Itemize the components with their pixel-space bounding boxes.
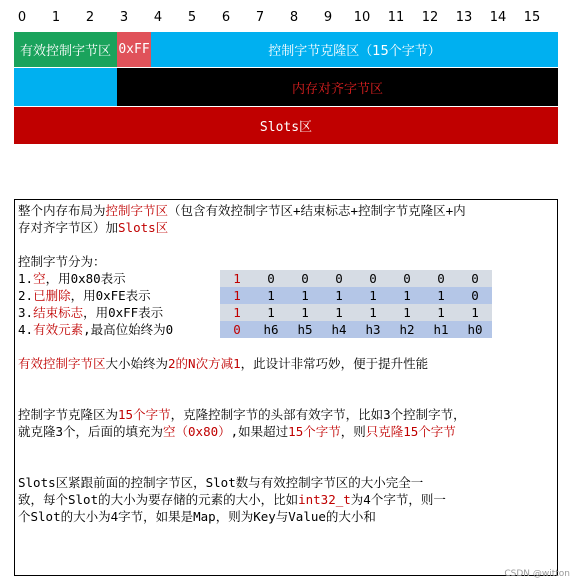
bit-cell: h5 [297,322,313,337]
bit-cell: 0 [471,271,479,286]
ruler-index: 5 [187,10,197,25]
bit-cell: 1 [369,305,377,320]
clone-paragraph-line-2: 就克隆3个，后面的填充为空（0x80）,如果超过15个字节，则只克隆15个字节 [18,424,456,439]
ruler-index: 15 [523,10,541,25]
ruler-index: 3 [119,10,129,25]
memory-align-block: 内存对齐字节区 [117,68,558,106]
bit-cell: 1 [437,288,445,303]
ruler-index: 14 [489,10,507,25]
ruler-index: 6 [221,10,231,25]
bit-pattern [220,304,492,321]
bit-cell: 1 [335,305,343,320]
bit-cell: 1 [335,288,343,303]
bit-cell: h1 [433,322,449,337]
bit-cell: 0 [267,271,275,286]
bit-cell: 1 [403,305,411,320]
bit-cell: 0 [403,271,411,286]
bit-cell: h2 [399,322,415,337]
bit-cell: 1 [267,288,275,303]
bit-cell: 1 [301,288,309,303]
bit-cell: 0 [471,288,479,303]
explanation-box [14,199,558,576]
clone-paragraph-line-1: 控制字节克隆区为15个字节，克隆控制字节的头部有效字节，比如3个控制字节， [18,407,466,422]
bit-cell: 1 [437,305,445,320]
valid-control-bytes-block: 有效控制字节区 [14,32,117,67]
end-flag-block: 0xFF [117,32,151,67]
control-byte-row-end: 3.结束标志，用0xFF表示 1 1 1 1 1 1 1 1 [18,304,554,321]
slots-block: Slots区 [14,107,558,144]
bit-cell: 1 [301,305,309,320]
ruler-index: 10 [353,10,371,25]
ruler-index: 11 [387,10,405,25]
ruler-index: 2 [85,10,95,25]
watermark: CSDN @witton [504,569,570,579]
bit-cell: 0 [335,271,343,286]
intro-line-2: 存对齐字节区）加Slots区 [18,220,169,235]
control-bytes-header: 控制字节分为： [18,254,106,269]
ruler-index: 1 [51,10,61,25]
control-clone-wrap-block [14,68,117,106]
ruler-index: 13 [455,10,473,25]
bit-cell: h4 [331,322,347,337]
byte-index-ruler [0,10,576,30]
control-byte-row-deleted: 2.已删除，用0xFE表示 1 1 1 1 1 1 1 0 [18,287,554,304]
bit-cell: 1 [233,271,241,286]
bit-cell: 0 [301,271,309,286]
ruler-index: 8 [289,10,299,25]
slots-paragraph-line-3: 个Slot的大小为4字节，如果是Map，则为Key与Value的大小和 [18,509,376,524]
valid-size-paragraph: 有效控制字节区大小始终为2的N次方减1，此设计非常巧妙，便于提升性能 [18,356,429,371]
bit-pattern [220,270,492,287]
bit-cell: 0 [437,271,445,286]
bit-pattern [220,287,492,304]
bit-cell: 0 [233,322,241,337]
control-byte-row-empty: 1.空，用0x80表示 1 0 0 0 0 0 0 0 [18,270,554,287]
intro-line-1: 整个内存布局为控制字节区（包含有效控制字节区+结束标志+控制字节克隆区+内 [18,203,466,218]
bit-cell: h3 [365,322,381,337]
bit-cell: 1 [471,305,479,320]
bit-cell: h0 [467,322,483,337]
bit-cell: 1 [233,305,241,320]
ruler-index: 4 [153,10,163,25]
ruler-index: 0 [17,10,27,25]
bit-cell: 1 [233,288,241,303]
control-clone-block: 控制字节克隆区（15个字节） [151,32,558,67]
slots-paragraph-line-1: Slots区紧跟前面的控制字节区，Slot数与有效控制字节区的大小完全一 [18,475,424,490]
bit-cell: 1 [369,288,377,303]
ruler-index: 12 [421,10,439,25]
bit-cell: h6 [263,322,279,337]
bit-pattern [220,321,492,338]
bit-cell: 1 [267,305,275,320]
slots-paragraph-line-2: 致，每个Slot的大小为要存储的元素的大小，比如int32_t为4个字节，则一 [18,492,446,507]
ruler-index: 7 [255,10,265,25]
control-byte-row-valid: 4.有效元素,最高位始终为0 0 h6 h5 h4 h3 h2 h1 h0 [18,321,554,338]
bit-cell: 0 [369,271,377,286]
ruler-index: 9 [323,10,333,25]
bit-cell: 1 [403,288,411,303]
